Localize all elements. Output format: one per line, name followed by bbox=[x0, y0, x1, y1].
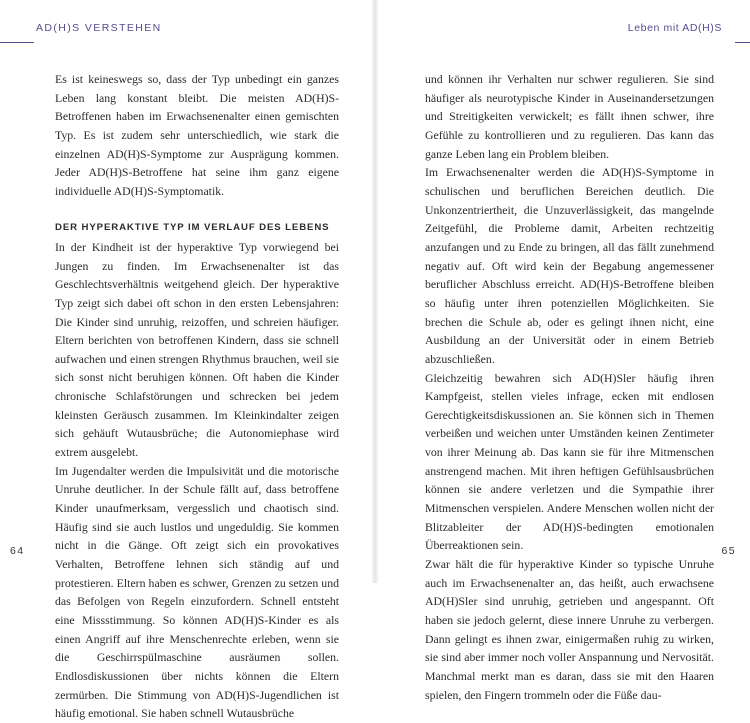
body-paragraph: Gleichzeitig bewahren sich AD(H)Sler häufig ihren Kampfgeist, stellen vieles infrage, ecken mit endlosen Gerechtigkeitsdiskussionen an. Sie können sich in Themen verbeißen und weichen unter Umständen keinen Zentimeter von ihrer Meinung ab. Das kann sie für ihre Mitmenschen anstrengend machen. Mit ihren heftigen Gefühlsausbrüchen können sie andere verletzen und die Sympathie ihrer Mitmenschen verspielen. Andere Menschen wollen nicht der Blitzableiter der AD(H)S-bedingten emotionalen Überreaktionen sein. bbox=[425, 370, 714, 553]
body-paragraph: Im Erwachsenenalter werden die AD(H)S-Symptome in schulischen und beruflichen Bereichen deutlich. Die Unkonzentriertheit, die Unzuverlässigkeit, das mangelnde Zeitgefühl, die Probleme damit, Arbeiten rechtzeitig anzufangen und zu Ende zu bringen, all das fällt zunehmend negativ auf. Oft wird kein der Begabung angemessener beruflicher Abschluss erreicht. AD(H)S-Betroffene bleiben so häufig unter ihren potenziellen Möglichkeiten. Sie brechen die Schule ab, oder es gelingt ihnen nicht, eine Ausbildung an der Universität oder in einem Betrieb abzuschließen. bbox=[425, 165, 714, 366]
left-page bbox=[0, 0, 375, 721]
running-head-rule bbox=[0, 42, 34, 43]
page-number-right: 65 bbox=[721, 545, 736, 557]
running-head-rule bbox=[735, 42, 750, 43]
body-paragraph: Zwar hält die für hyperaktive Kinder so typische Unruhe auch im Erwachsenenalter an, das heißt, auch erwachsene AD(H)Sler sind unruhig, getrieben und angespannt. Oft haben sie jedoch gelernt, diese innere Unruhe zu verbergen. Dann gelingt es ihnen zwar, einigermaßen ruhig zu wirken, sie sind aber immer noch voller Anspannung und Nervosität. Manchmal merkt man es daran, dass sie mit den Haaren spielen, den Fingern trommeln oder die Füße dau- bbox=[425, 557, 714, 702]
right-text-column bbox=[425, 70, 714, 704]
body-paragraph: und können ihr Verhalten nur schwer regulieren. Sie sind häufiger als neurotypische Kinder in Auseinandersetzungen und Streitigkeiten verwickelt; es fällt ihnen schwer, ihre Gefühle zu kontrollieren und zu regulieren. Das kann das ganze Leben lang ein Problem bleiben. bbox=[425, 72, 714, 161]
right-page bbox=[375, 0, 750, 702]
running-head-right: Leben mit AD(H)S bbox=[627, 22, 722, 34]
page-number-left: 64 bbox=[10, 545, 25, 557]
section-subheading: DER HYPERAKTIVE TYP IM VERLAUF DES LEBENS bbox=[55, 222, 330, 234]
intro-paragraph: Es ist keineswegs so, dass der Typ unbedingt ein ganzes Leben lang konstant bleibt. Die meisten AD(H)S-Betroffenen haben im Erwachsenenalter einen gemischten Typ. Es ist zudem sehr unterschiedlich, wie stark die einzelnen AD(H)S-Symptome zur Ausprägung kommen. Jeder AD(H)S-Betroffene hat seine ihm ganz eigene individuelle AD(H)S-Symptomatik. bbox=[55, 72, 339, 198]
running-head-left: AD(H)S VERSTEHEN bbox=[36, 22, 162, 34]
body-paragraph: Im Jugendalter werden die Impulsivität und die motorische Unruhe deutlicher. In der Schule fällt auf, dass betroffene Kinder unaufmerksam, vergesslich und chaotisch sind. Häufig sind sie auch lustlos und ungeduldig. Sie kommen nicht in die Gänge. Oft zeigt sich ein provokatives Verhalten, Betroffene lehnen sich ständig auf und protestieren. Eltern haben es schwer, Grenzen zu setzen und das Befolgen von Regeln einzufordern. Schnell entsteht eine Missstimmung. So können AD(H)S-Kinder es als einen Angriff auf ihre Menschenrechte erleben, wenn sie die Geschirrspülmaschine ausräumen sollen. Endlosdiskussionen über nichts können die Eltern zermürben. Die Stimmung von AD(H)S-Jugendlichen ist häufig emotional. Sie haben schnell Wutausbrüche bbox=[55, 463, 339, 721]
left-text-column bbox=[55, 70, 339, 723]
body-paragraph: In der Kindheit ist der hyperaktive Typ vorwiegend bei Jungen zu finden. Im Erwachsenenalter ist das Geschlechtsverhältnis weitgehend gleich. Der hyperaktive Typ zeigt sich dabei oft schon in den ersten Lebensjahren: Die Kinder sind unruhig, reizoffen, und schreien häufiger. Eltern berichten von betroffenen Kindern, dass sie schnell aufwachen und einen strengen Rhythmus brauchen, weil sie sich sonst nicht beruhigen können. Oft haben die Kinder chronische Schlafstörungen und schrecken bei jedem kleinsten Geräusch zusammen. Im Kleinkindalter zeigen sich gehäuft Wutausbrüche; die Autonomiephase wird extrem ausgelebt. bbox=[55, 239, 339, 460]
